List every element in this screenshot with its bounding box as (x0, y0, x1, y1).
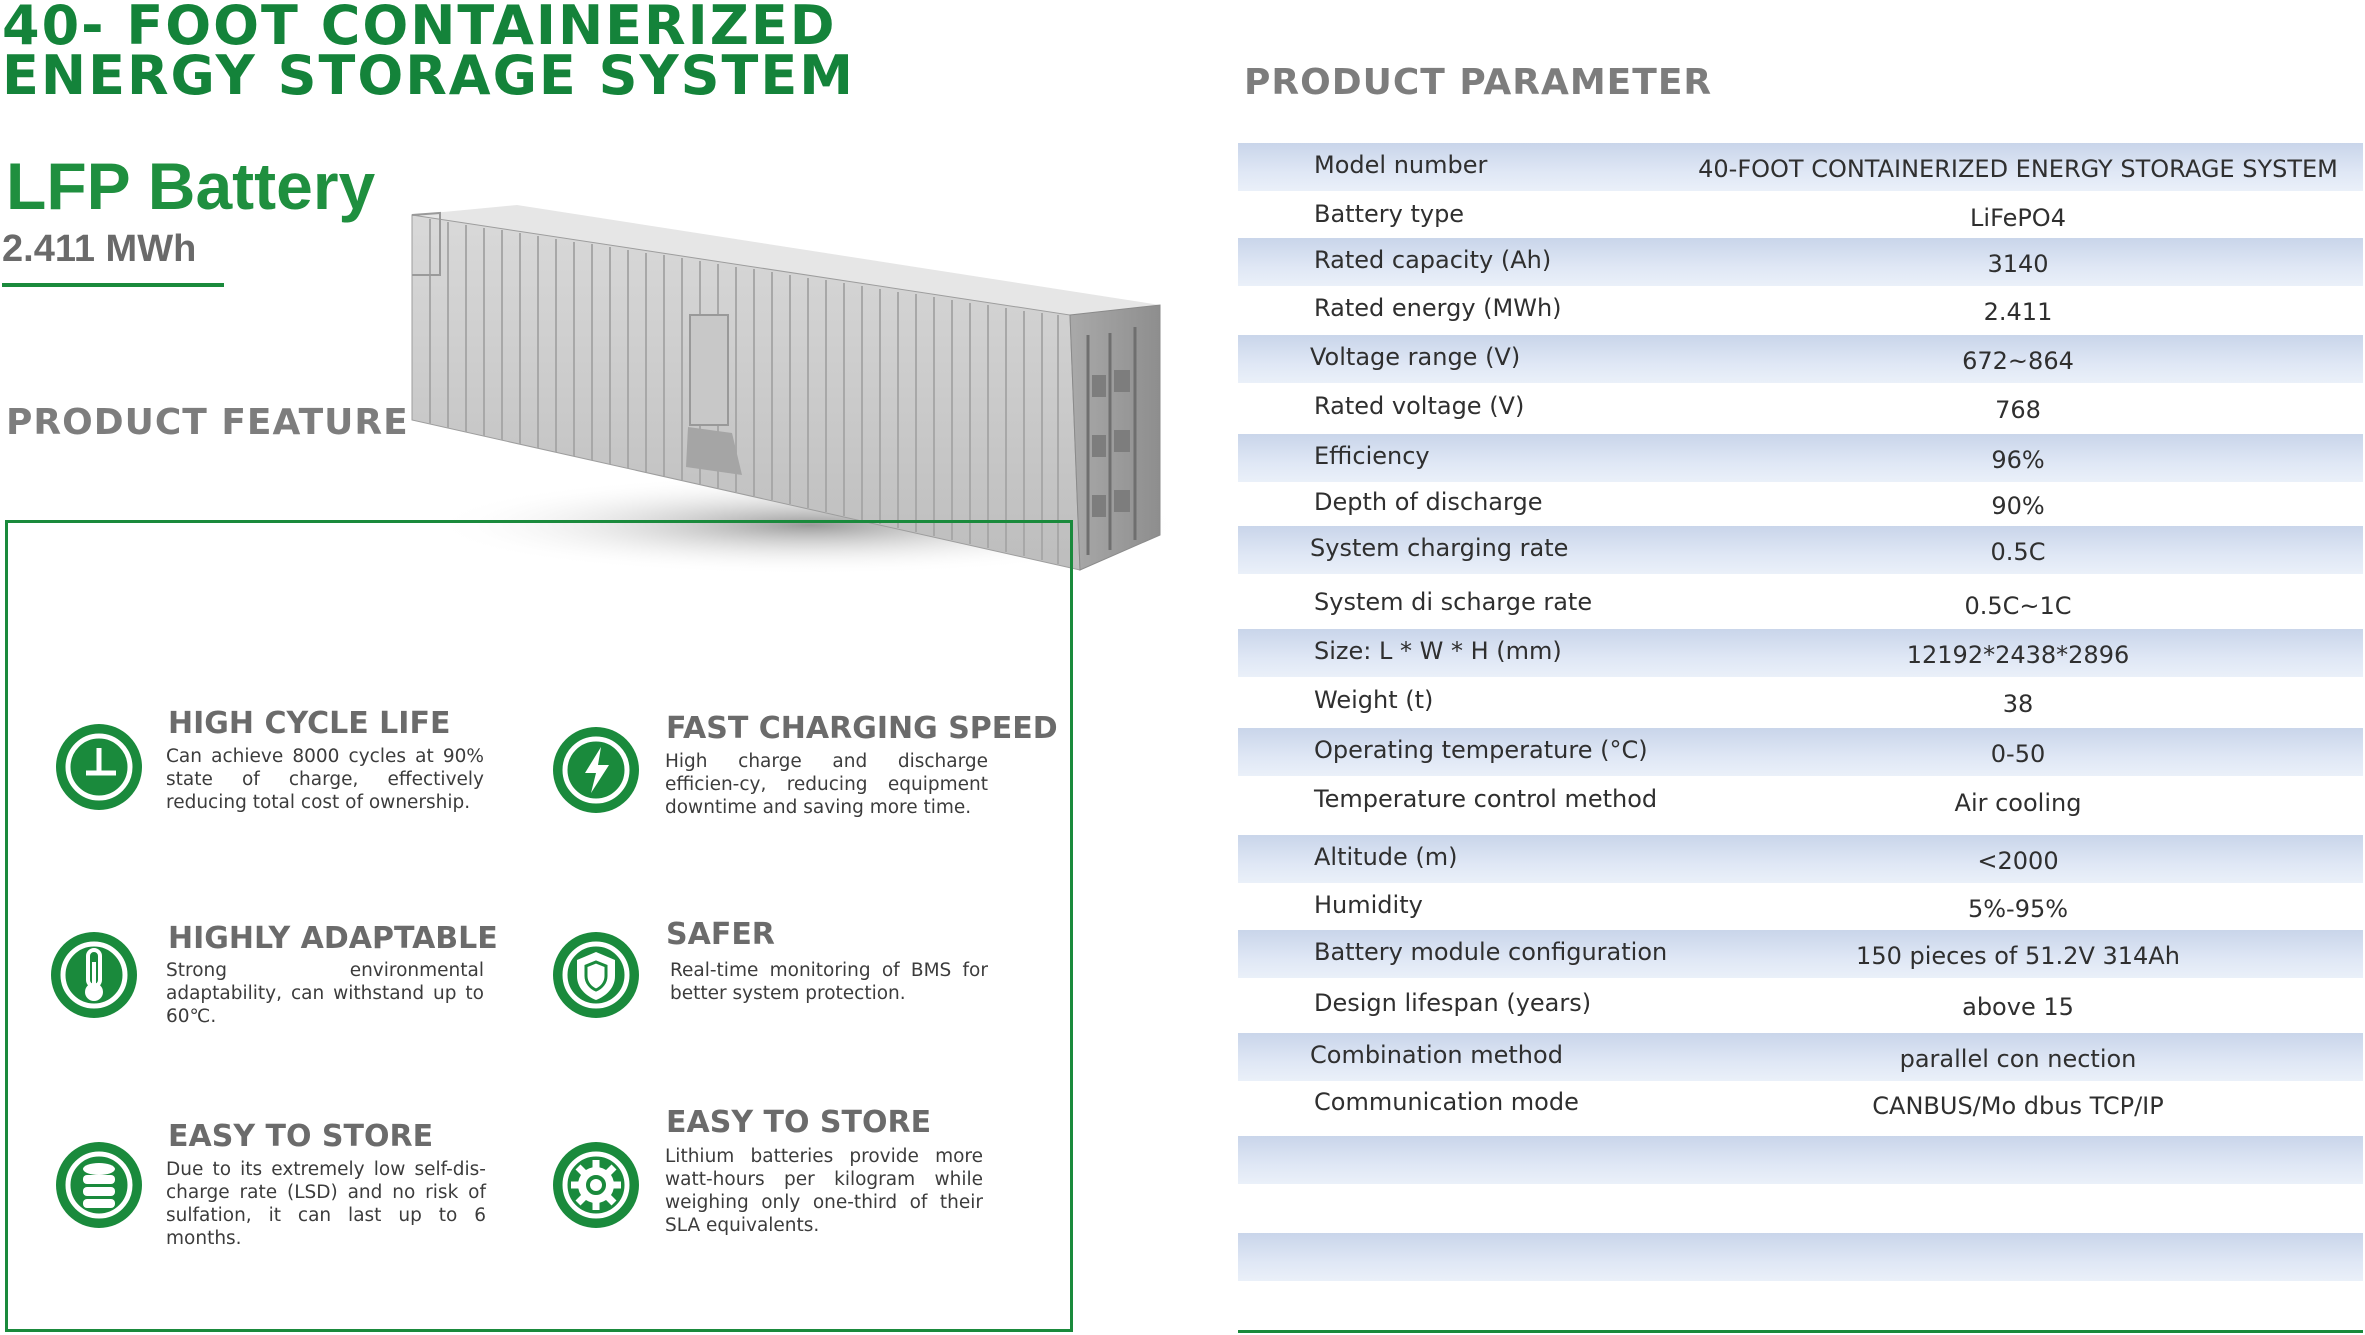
param-value: Air cooling (1954, 789, 2082, 817)
feature-title-easy-to-store-1: EASY TO STORE (168, 1119, 434, 1154)
param-value: above 15 (1962, 993, 2074, 1021)
shield-icon (553, 932, 639, 1018)
param-value: 0.5C (1990, 538, 2046, 566)
table-row (1238, 335, 2363, 383)
table-row-empty (1238, 1233, 2363, 1281)
table-row (1238, 286, 2363, 334)
feature-desc-fast-charging: High charge and discharge efficien-cy, reducing equipment downtime and saving more time. (665, 751, 988, 818)
param-value: 0-50 (1990, 740, 2046, 768)
param-label: Size: L * W * H (mm) (1314, 637, 1562, 665)
page-title-line2: ENERGY STORAGE SYSTEM (2, 44, 855, 107)
param-value: 768 (1995, 396, 2041, 424)
table-row (1238, 883, 2363, 931)
clock-icon (56, 724, 142, 810)
battery-type-heading: LFP Battery (6, 149, 376, 223)
table-row (1238, 526, 2363, 574)
param-label: Combination method (1310, 1041, 1563, 1069)
table-row (1238, 192, 2363, 240)
table-row (1238, 580, 2363, 628)
table-row (1238, 835, 2363, 883)
param-value: LiFePO4 (1970, 204, 2066, 232)
table-row (1238, 678, 2363, 726)
param-value: 38 (2002, 690, 2034, 718)
feature-desc-easy-to-store-2: Lithium batteries provide more watt-hours per kilogram while weighing only one-third of their SLA equivalents. (665, 1146, 983, 1236)
param-value: 12192*2438*2896 (1906, 641, 2130, 669)
feature-title-easy-to-store-2: EASY TO STORE (666, 1105, 932, 1140)
param-label: Temperature control method (1314, 785, 1658, 813)
table-row (1238, 1033, 2363, 1081)
param-value: 5%-95% (1967, 895, 2069, 923)
table-row (1238, 728, 2363, 776)
table-row (1238, 981, 2363, 1029)
table-row (1238, 143, 2363, 191)
capacity-underline (2, 283, 224, 287)
param-value: 96% (1991, 446, 2045, 474)
param-value: parallel con nection (1899, 1045, 2137, 1073)
param-label: Rated voltage (V) (1314, 392, 1525, 420)
table-row (1238, 629, 2363, 677)
param-label: Voltage range (V) (1310, 343, 1521, 371)
param-label: Operating temperature (°C) (1314, 736, 1648, 764)
table-row (1238, 480, 2363, 528)
thermometer-icon (51, 932, 137, 1018)
table-row-empty (1238, 1136, 2363, 1184)
param-label: Efficiency (1314, 442, 1430, 470)
table-row (1238, 1080, 2363, 1128)
feature-desc-highly-adaptable: Strong environmental adaptability, can withstand up to 60℃. (166, 960, 484, 1027)
param-label: Rated energy (MWh) (1314, 294, 1562, 322)
param-value: <2000 (1977, 847, 2059, 875)
table-row (1238, 384, 2363, 432)
feature-desc-safer: Real-time monitoring of BMS for better system protection. (670, 960, 988, 1004)
param-value: 150 pieces of 51.2V 314Ah (1856, 942, 2180, 970)
table-bottom-line (1238, 1330, 2363, 1333)
feature-title-fast-charging: FAST CHARGING SPEED (666, 711, 1058, 746)
param-value: CANBUS/Mo dbus TCP/IP (1872, 1092, 2164, 1120)
feature-desc-high-cycle-life: Can achieve 8000 cycles at 90% state of charge, effectively reducing total cost of ownership. (166, 746, 484, 813)
table-row (1238, 930, 2363, 978)
param-label: Weight (t) (1314, 686, 1434, 714)
table-row (1238, 434, 2363, 482)
param-label: Altitude (m) (1314, 843, 1458, 871)
param-label: Humidity (1314, 891, 1423, 919)
database-icon (56, 1142, 142, 1228)
param-value: 90% (1991, 492, 2045, 520)
feature-title-highly-adaptable: HIGHLY ADAPTABLE (168, 921, 498, 956)
product-parameter-heading: PRODUCT PARAMETER (1244, 62, 1713, 103)
table-row (1238, 777, 2363, 825)
feature-title-high-cycle-life: HIGH CYCLE LIFE (168, 706, 451, 741)
product-feature-heading: PRODUCT FEATURE (6, 402, 409, 443)
param-label: Communication mode (1314, 1088, 1579, 1116)
feature-desc-easy-to-store-1: Due to its extremely low self-dis-charge rate (LSD) and no risk of sulfation, it can last up to 6 months. (166, 1159, 486, 1249)
capacity-label: 2.411 MWh (2, 228, 197, 270)
param-label: Battery type (1314, 200, 1465, 228)
param-label: Design lifespan (years) (1314, 989, 1592, 1017)
param-value: 40-FOOT CONTAINERIZED ENERGY STORAGE SYSTEM (1698, 155, 2338, 183)
page-title-line1: 40- FOOT CONTAINERIZED (2, 0, 837, 57)
param-value: 672~864 (1962, 347, 2074, 375)
param-label: Depth of discharge (1314, 488, 1543, 516)
param-label: Model number (1314, 151, 1488, 179)
feature-title-safer: SAFER (666, 917, 775, 952)
table-row (1238, 238, 2363, 286)
param-value: 0.5C~1C (1964, 592, 2072, 620)
param-value: 2.411 (1983, 298, 2053, 326)
param-label: System di scharge rate (1314, 588, 1593, 616)
lightning-icon (553, 727, 639, 813)
param-label: Rated capacity (Ah) (1314, 246, 1552, 274)
param-value: 3140 (1987, 250, 2049, 278)
param-label: Battery module configuration (1314, 938, 1668, 966)
gear-icon (553, 1142, 639, 1228)
param-label: System charging rate (1310, 534, 1569, 562)
